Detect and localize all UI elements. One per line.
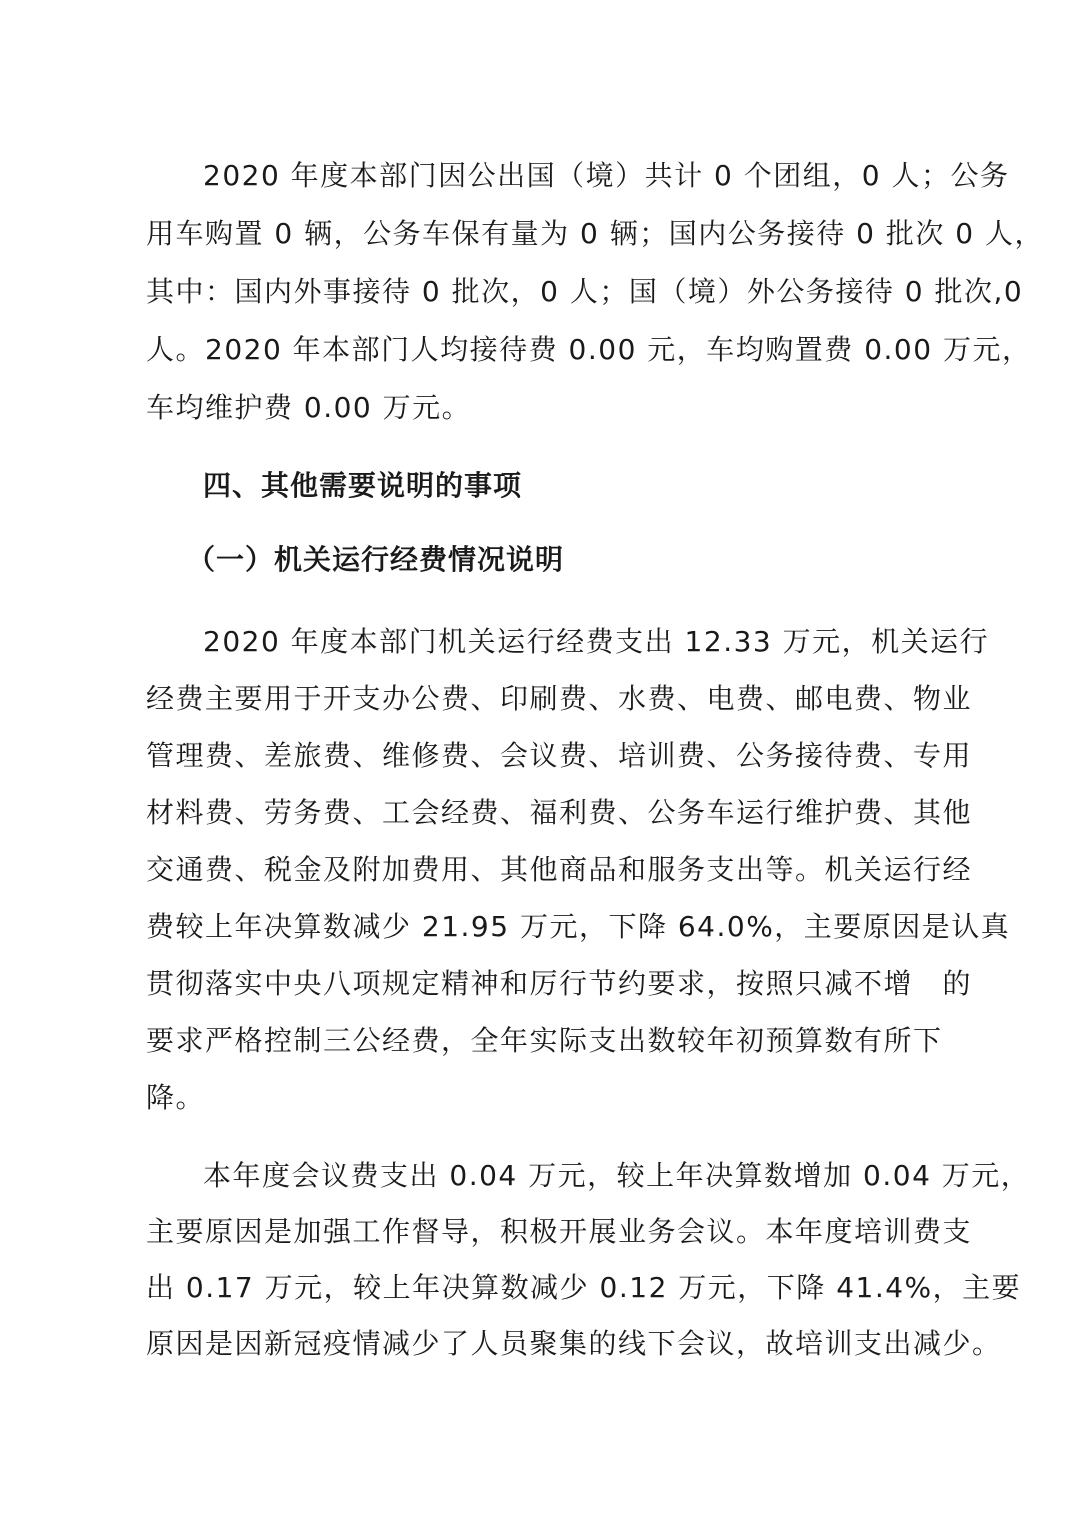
paragraph-line: 管理费、差旅费、维修费、会议费、培训费、公务接待费、专用 xyxy=(146,739,973,772)
paragraph-line: 费较上年决算数减少 21.95 万元，下降 64.0%，主要原因是认真 xyxy=(146,910,1011,943)
section-heading: 四、其他需要说明的事项 xyxy=(203,469,523,502)
paragraph-line: 本年度会议费支出 0.04 万元，较上年决算数增加 0.04 万元， xyxy=(203,1159,1031,1192)
paragraph-line: 2020 年度本部门因公出国（境）共计 0 个团组，0 人；公务 xyxy=(203,159,1010,192)
paragraph-line: 人。2020 年本部门人均接待费 0.00 元，车均购置费 0.00 万元， xyxy=(146,333,1032,366)
subsection-heading: （一）机关运行经费情况说明 xyxy=(187,543,565,576)
paragraph-line: 主要原因是加强工作督导，积极开展业务会议。本年度培训费支 xyxy=(146,1215,973,1248)
paragraph-line: 用车购置 0 辆，公务车保有量为 0 辆；国内公务接待 0 批次 0 人， xyxy=(146,217,1044,250)
paragraph-line: 交通费、税金及附加费用、其他商品和服务支出等。机关运行经 xyxy=(146,853,973,886)
paragraph-line: 降。 xyxy=(146,1081,206,1114)
paragraph-line: 2020 年度本部门机关运行经费支出 12.33 万元，机关运行 xyxy=(203,625,990,658)
paragraph-line: 出 0.17 万元，较上年决算数减少 0.12 万元，下降 41.4%，主要 xyxy=(146,1271,1022,1304)
paragraph-line: 经费主要用于开支办公费、印刷费、水费、电费、邮电费、物业 xyxy=(146,682,973,715)
paragraph-line: 车均维护费 0.00 万元。 xyxy=(146,391,472,424)
paragraph-line: 材料费、劳务费、工会经费、福利费、公务车运行维护费、其他 xyxy=(146,796,973,829)
paragraph-line: 贯彻落实中央八项规定精神和厉行节约要求，按照只减不增 的 xyxy=(146,967,973,1000)
paragraph-line: 要求严格控制三公经费，全年实际支出数较年初预算数有所下 xyxy=(146,1024,943,1057)
paragraph-line: 其中：国内外事接待 0 批次，0 人；国（境）外公务接待 0 批次,0 xyxy=(146,275,1024,308)
paragraph-line: 原因是因新冠疫情减少了人员聚集的线下会议，故培训支出减少。 xyxy=(146,1327,1002,1360)
